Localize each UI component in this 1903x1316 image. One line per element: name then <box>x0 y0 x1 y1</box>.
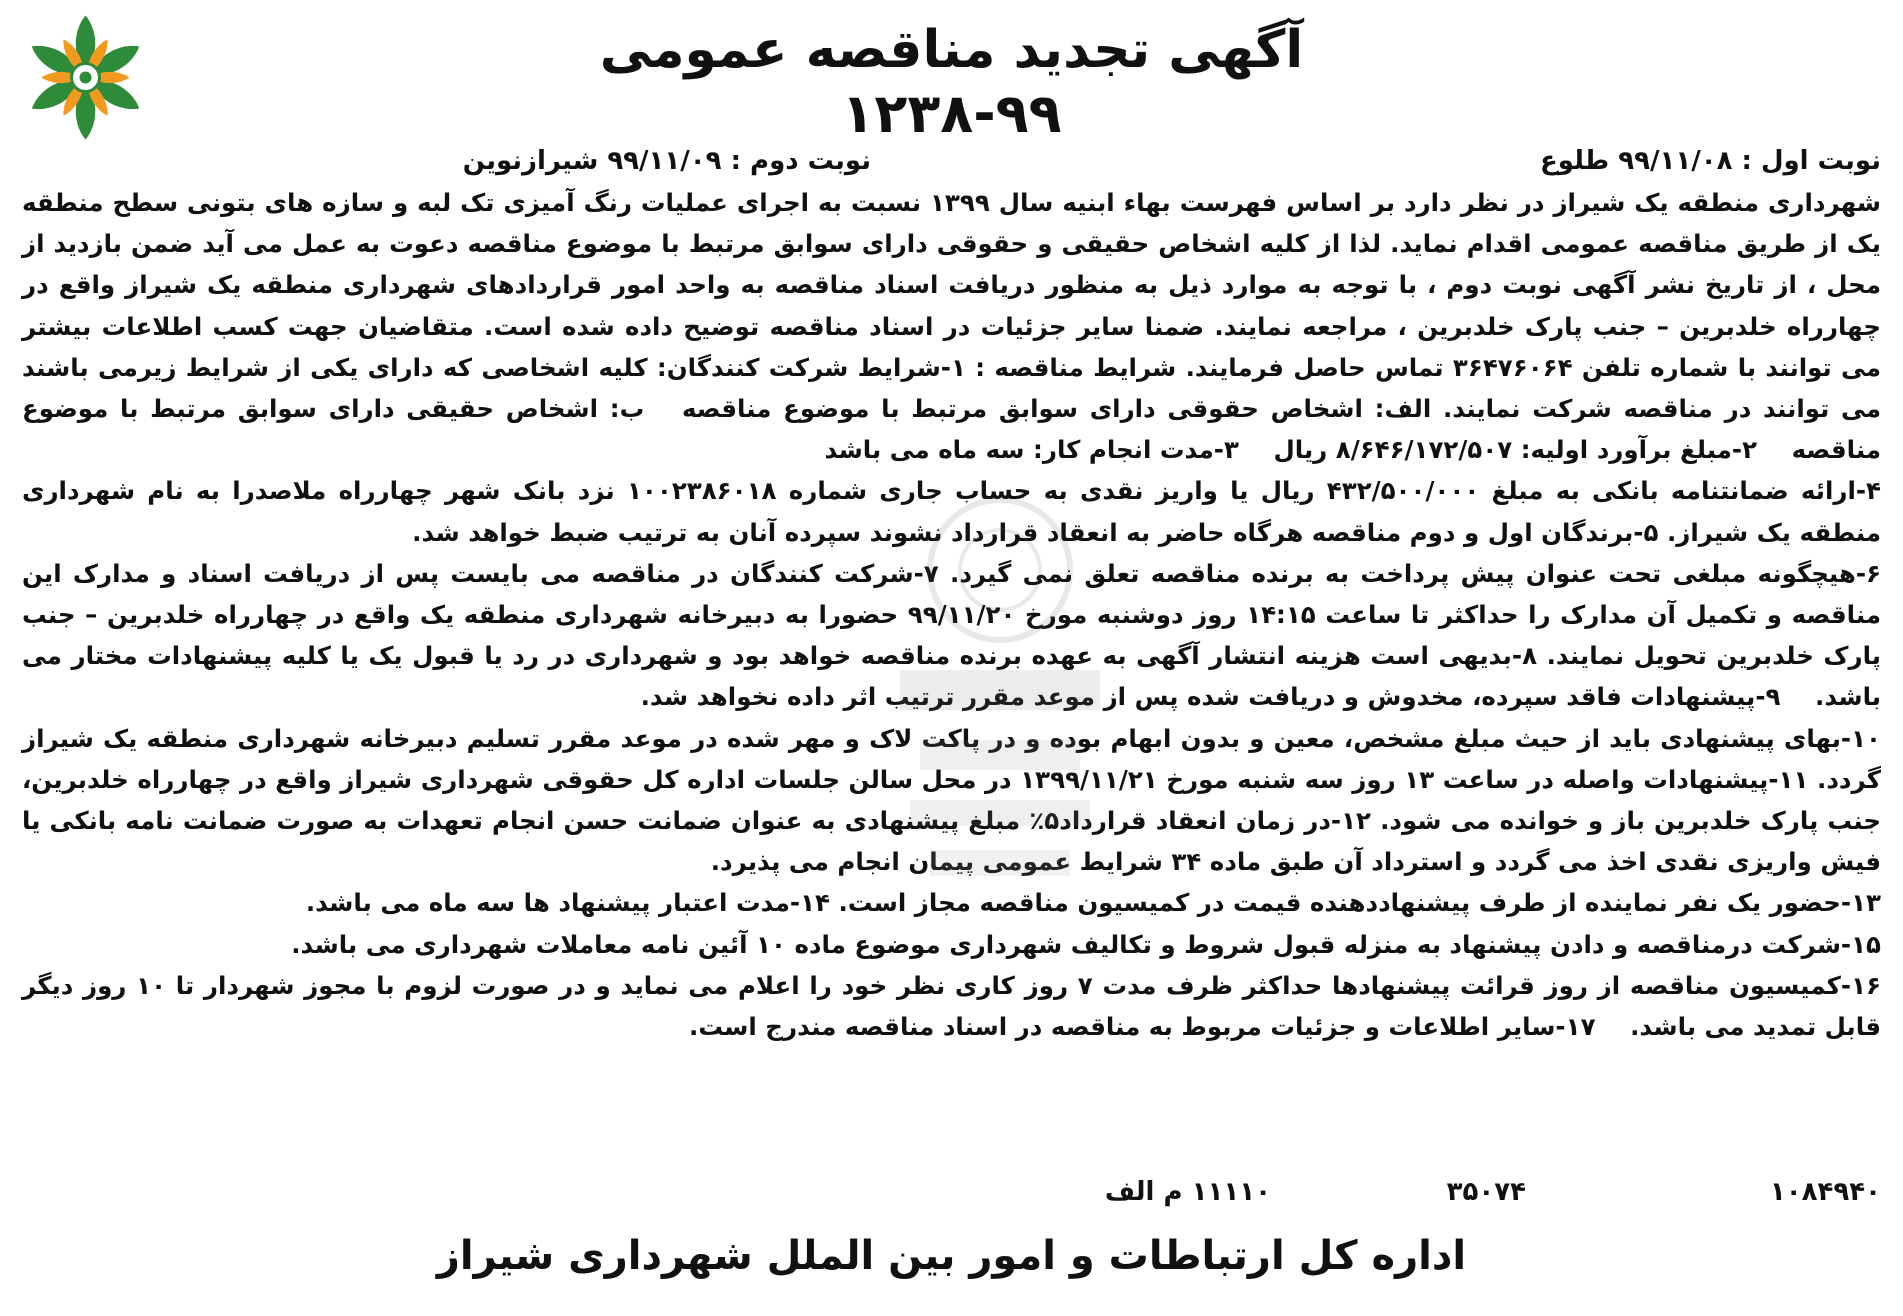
notice-paragraph-6 <box>22 924 1881 965</box>
item-17: ۱۷-سایر اطلاعات و جزئیات مربوط به مناقصه در اسناد مناقصه مندرج است. <box>689 1012 1596 1042</box>
reference-code-2: ۳۵۰۷۴ <box>1446 1177 1526 1207</box>
item-11: ۱۱-پیشنهادات واصله در ساعت ۱۳ روز سه شنبه مورخ ۱۳۹۹/۱۱/۲۱ در محل سالن جلسات اداره کل حقوقی شهرداری شیراز واقع در چهارراه خلدبرین، جنب پارک خلدبرین باز و خوانده می شود. <box>22 764 1881 836</box>
item-14: ۱۴-مدت اعتبار پیشنهاد ها سه ماه می باشد. <box>305 888 830 918</box>
conditions-heading: شرایط مناقصه : ۱-شرایط شرکت کنندگان: کلیه اشخاصی که دارای یکی از شرایط زیرمی باشند می توانند در مناقصه شرکت نمایند. <box>22 352 1882 424</box>
item-7: ۷-شرکت کنندگان در مناقصه می بایست پس از دریافت اسناد و مدارک این مناقصه و تکمیل آن مدارک را حداکثر تا ساعت ۱۴:۱۵ روز دوشنبه مورخ ۹۹/۱۱/۲۰ حضورا به دبیرخانه شهرداری منطقه یک واقع در چهارراه خلدبرین – جنب پارک خلدبرین تحویل نمایند. <box>22 558 1882 671</box>
first-publication: نوبت اول : ۹۹/۱۱/۰۸ طلوع <box>1540 146 1881 176</box>
notice-paragraph-2 <box>22 470 1881 552</box>
item-15: ۱۵-شرکت درمناقصه و دادن پیشنهاد به منزله قبول شروط و تکالیف شهرداری موضوع ماده ۱۰ آئین نامه معاملات شهرداری می باشد. <box>291 929 1881 959</box>
item-5: ۵-برندگان اول و دوم مناقصه هرگاه حاضر به انعقاد قرارداد نشوند سپرده آنان به ترتیب ضبط خواهد شد. <box>412 517 1659 547</box>
notice-paragraph-7 <box>22 965 1881 1047</box>
condition-a: الف: اشخاص حقوقی دارای سوابق مرتبط با موضوع مناقصه <box>681 394 1432 424</box>
issuing-organization: اداره کل ارتباطات و امور بین الملل شهرداری شیراز <box>436 1233 1467 1279</box>
item-8: ۸-بدیهی است هزینه انتشار آگهی به عهده برنده مناقصه خواهد بود و شهرداری در رد یا قبول یک یا کلیه پیشنهادات مختار می باشد. <box>22 641 1881 712</box>
intro-text: شهرداری منطقه یک شیراز در نظر دارد بر اساس فهرست بهاء ابنیه سال ۱۳۹۹ نسبت به اجرای عملیات رنگ آمیزی تک لبه و سازه های بتونی سطح منطقه یک از طریق مناقصه عمومی اقدام نماید. لذا از کلیه اشخاص حقیقی و حقوقی دارای سوابق مرتبط با موضوع مناقصه دعوت به عمل می آید ضمن بازدید از محل ، از تاریخ نشر آگهی نوبت دوم ، با توجه به موارد ذیل به منظور دریافت اسناد مناقصه به واحد امور قراردادهای شهرداری منطقه یک شیراز واقع در چهارراه خلدبرین – جنب پارک خلدبرین ، مراجعه نمایند. ضمنا سایر جزئیات در اسناد مناقصه توضیح داده شده است. متقاضیان جهت کسب اطلاعات بیشتر می توانند با شماره تلفن ۳۶۴۷۶۰۶۴ تماس حاصل فرمایند. <box>22 188 1882 382</box>
condition-b: ب: اشخاص حقیقی دارای سوابق مرتبط با موضوع مناقصه <box>22 394 1881 465</box>
notice-title <box>0 18 1903 146</box>
reference-codes <box>22 1172 1881 1212</box>
notice-title-line1: آگهی تجدید مناقصه عمومی <box>599 20 1304 80</box>
item-10: ۱۰-بهای پیشنهادی باید از حیث مبلغ مشخص، معین و بدون ابهام بوده و در پاکت لاک و مهر شده در موعد مقرر تسلیم دبیرخانه شهرداری منطقه یک شیراز گردد. <box>22 723 1881 794</box>
item-4: ۴-ارائه ضمانتنامه بانکی به مبلغ ۴۳۲/۵۰۰/۰۰۰ ریال یا واریز نقدی به حساب جاری شماره ۱۰۰۲۳۸۶۰۱۸ نزد بانک شهر چهارراه ملاصدرا به نام شهرداری منطقه یک شیراز. <box>22 476 1882 547</box>
notice-number: ۱۲۳۸-۹۹ <box>841 82 1062 145</box>
item-3: ۳-مدت انجام کار: سه ماه می باشد <box>824 435 1239 465</box>
notice-paragraph-5 <box>22 882 1881 923</box>
reference-code-1: ۱۰۸۴۹۴۰ <box>1769 1177 1881 1207</box>
item-12: ۱۲-در زمان انعقاد قرارداد۵٪ مبلغ پیشنهادی به عنوان ضمانت حسن انجام تعهدات به صورت ضمانت نامه بانکی یا فیش واریزی نقدی اخذ می گردد و استرداد آن طبق ماده ۳۴ شرایط عمومی پیمان انجام می پذیرد. <box>22 806 1881 877</box>
second-publication: نوبت دوم : ۹۹/۱۱/۰۹ شیرازنوین <box>462 146 871 176</box>
item-16: ۱۶-کمیسیون مناقصه از روز قرائت پیشنهادها حداکثر ظرف مدت ۷ روز کاری نظر خود را اعلام می نماید و در صورت لزوم با مجوز شهردار تا ۱۰ روز دیگر قابل تمدید می باشد. <box>22 970 1881 1042</box>
publication-dates <box>22 140 1881 182</box>
notice-body <box>22 182 1881 1047</box>
item-13: ۱۳-حضور یک نفر نماینده از طرف پیشنهاددهنده قیمت در کمیسیون مناقصه مجاز است. <box>838 888 1881 918</box>
reference-code-3: ۱۱۱۱۰ م الف <box>1104 1177 1271 1207</box>
item-2: ۲-مبلغ برآورد اولیه: ۸/۶۴۶/۱۷۲/۵۰۷ ریال <box>1273 435 1758 465</box>
notice-paragraph-4 <box>22 718 1881 883</box>
notice-paragraph-3 <box>22 553 1881 718</box>
item-6: ۶-هیچگونه مبلغی تحت عنوان پیش پرداخت به برنده مناقصه تعلق نمی گیرد. <box>950 558 1881 588</box>
item-9: ۹-پیشنهادات فاقد سپرده، مخدوش و دریافت شده پس از موعد مقرر ترتیب اثر داده نخواهد شد. <box>640 682 1781 712</box>
notice-paragraph-1 <box>22 182 1881 470</box>
